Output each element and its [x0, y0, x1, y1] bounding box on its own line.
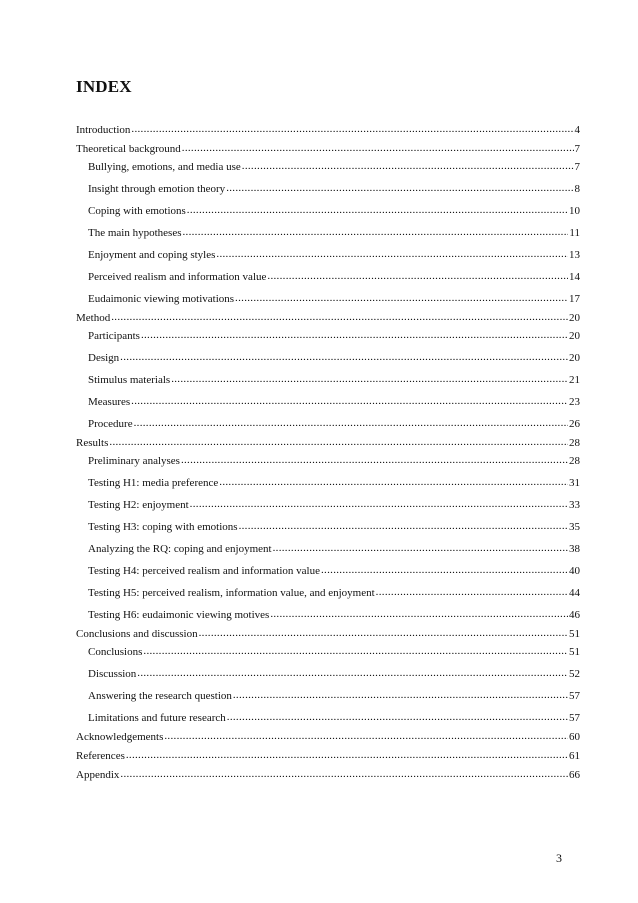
- toc-leader-dots: [273, 542, 568, 555]
- toc-entry-conclusions[interactable]: [76, 646, 580, 659]
- toc-entry-label: Insight through emotion theory: [88, 183, 226, 195]
- toc-entry-measures[interactable]: [76, 396, 580, 409]
- toc-leader-dots: [227, 711, 568, 724]
- toc-entry-page: 7: [574, 161, 580, 173]
- toc-entry-testing-h2[interactable]: [76, 499, 580, 512]
- toc-leader-dots: [131, 123, 573, 136]
- toc-entry-page: 11: [569, 227, 580, 239]
- toc-entry-page: 35: [569, 521, 580, 533]
- toc-entry-participants[interactable]: [76, 330, 580, 343]
- toc-entry-label: The main hypotheses: [88, 227, 182, 239]
- toc-entry-label: Coping with emotions: [88, 205, 186, 217]
- table-of-contents: [76, 124, 580, 782]
- toc-entry-label: Perceived realism and information value: [88, 271, 267, 283]
- toc-leader-dots: [182, 142, 574, 155]
- toc-entry-discussion[interactable]: [76, 668, 580, 681]
- toc-entry-label: Bullying, emotions, and media use: [88, 161, 241, 173]
- toc-entry-page: 38: [569, 543, 580, 555]
- toc-entry-label: References: [76, 750, 125, 762]
- toc-leader-dots: [126, 749, 568, 762]
- toc-entry-analyzing-rq[interactable]: [76, 543, 580, 556]
- toc-entry-page: 31: [569, 477, 580, 489]
- toc-leader-dots: [111, 311, 568, 324]
- toc-leader-dots: [321, 564, 568, 577]
- toc-entry-testing-h5[interactable]: [76, 587, 580, 600]
- toc-leader-dots: [242, 160, 574, 173]
- toc-entry-label: Method: [76, 312, 111, 324]
- toc-entry-label: Testing H4: perceived realism and information value: [88, 565, 320, 577]
- toc-entry-page: 60: [569, 731, 580, 743]
- toc-entry-conclusions-discussion[interactable]: [76, 628, 580, 641]
- toc-entry-label: Discussion: [88, 668, 137, 680]
- toc-entry-testing-h6[interactable]: [76, 609, 580, 622]
- toc-entry-label: Conclusions: [88, 646, 143, 658]
- toc-leader-dots: [239, 520, 568, 533]
- toc-entry-page: 46: [569, 609, 580, 621]
- page-number: 3: [556, 851, 562, 865]
- toc-entry-page: 66: [569, 769, 580, 781]
- toc-entry-main-hypotheses[interactable]: [76, 227, 580, 240]
- toc-entry-label: Limitations and future research: [88, 712, 226, 724]
- toc-entry-page: 57: [569, 712, 580, 724]
- toc-entry-preliminary-analyses[interactable]: [76, 455, 580, 468]
- toc-entry-label: Testing H2: enjoyment: [88, 499, 189, 511]
- toc-entry-label: Analyzing the RQ: coping and enjoyment: [88, 543, 272, 555]
- toc-entry-page: 52: [569, 668, 580, 680]
- toc-entry-appendix[interactable]: [76, 769, 580, 782]
- toc-entry-page: 51: [569, 646, 580, 658]
- toc-leader-dots: [134, 417, 568, 430]
- toc-entry-label: Results: [76, 437, 109, 449]
- toc-entry-results[interactable]: [76, 437, 580, 450]
- toc-entry-eudaimonic-viewing[interactable]: [76, 293, 580, 306]
- toc-entry-label: Conclusions and discussion: [76, 628, 198, 640]
- toc-entry-label: Procedure: [88, 418, 133, 430]
- toc-leader-dots: [199, 627, 568, 640]
- toc-entry-testing-h1[interactable]: [76, 477, 580, 490]
- toc-entry-page: 23: [569, 396, 580, 408]
- toc-entry-page: 33: [569, 499, 580, 511]
- toc-leader-dots: [182, 226, 568, 239]
- toc-entry-page: 40: [569, 565, 580, 577]
- toc-entry-page: 28: [569, 455, 580, 467]
- toc-entry-label: Measures: [88, 396, 131, 408]
- toc-entry-insight-emotion-theory[interactable]: [76, 183, 580, 196]
- toc-entry-page: 20: [569, 330, 580, 342]
- toc-entry-label: Acknowledgements: [76, 731, 164, 743]
- toc-leader-dots: [137, 667, 568, 680]
- toc-leader-dots: [131, 395, 568, 408]
- toc-leader-dots: [171, 373, 568, 386]
- toc-entry-testing-h3[interactable]: [76, 521, 580, 534]
- toc-entry-label: Appendix: [76, 769, 120, 781]
- toc-entry-page: 17: [569, 293, 580, 305]
- toc-entry-design[interactable]: [76, 352, 580, 365]
- toc-entry-label: Design: [88, 352, 120, 364]
- toc-leader-dots: [187, 204, 568, 217]
- toc-leader-dots: [233, 689, 568, 702]
- toc-entry-label: Enjoyment and coping styles: [88, 249, 216, 261]
- toc-entry-page: 28: [569, 437, 580, 449]
- toc-entry-perceived-realism[interactable]: [76, 271, 580, 284]
- toc-entry-method[interactable]: [76, 312, 580, 325]
- toc-entry-page: 14: [569, 271, 580, 283]
- toc-entry-page: 4: [574, 124, 580, 136]
- toc-entry-label: Testing H5: perceived realism, information value, and enjoyment: [88, 587, 375, 599]
- toc-leader-dots: [190, 498, 568, 511]
- toc-leader-dots: [120, 768, 568, 781]
- toc-leader-dots: [376, 586, 568, 599]
- toc-entry-page: 7: [574, 143, 580, 155]
- toc-entry-label: Theoretical background: [76, 143, 181, 155]
- toc-entry-theoretical-background[interactable]: [76, 143, 580, 156]
- toc-entry-page: 61: [569, 750, 580, 762]
- toc-entry-page: 10: [569, 205, 580, 217]
- toc-leader-dots: [226, 182, 573, 195]
- toc-entry-references[interactable]: [76, 750, 580, 763]
- toc-entry-page: 13: [569, 249, 580, 261]
- toc-entry-label: Eudaimonic viewing motivations: [88, 293, 235, 305]
- toc-entry-limitations[interactable]: [76, 712, 580, 725]
- toc-entry-procedure[interactable]: [76, 418, 580, 431]
- toc-entry-label: Testing H1: media preference: [88, 477, 219, 489]
- toc-entry-page: 8: [574, 183, 580, 195]
- toc-entry-bullying-emotions-media-use[interactable]: [76, 161, 580, 174]
- toc-leader-dots: [181, 454, 568, 467]
- page-title: INDEX: [76, 77, 132, 96]
- toc-entry-acknowledgements[interactable]: [76, 731, 580, 744]
- toc-leader-dots: [141, 329, 568, 342]
- toc-entry-page: 20: [569, 312, 580, 324]
- toc-entry-coping-with-emotions[interactable]: [76, 205, 580, 218]
- toc-leader-dots: [267, 270, 568, 283]
- toc-entry-answering-rq[interactable]: [76, 690, 580, 703]
- toc-entry-stimulus-materials[interactable]: [76, 374, 580, 387]
- toc-entry-page: 20: [569, 352, 580, 364]
- toc-entry-label: Answering the research question: [88, 690, 232, 702]
- toc-entry-page: 26: [569, 418, 580, 430]
- toc-leader-dots: [143, 645, 568, 658]
- toc-leader-dots: [235, 292, 568, 305]
- toc-entry-page: 21: [569, 374, 580, 386]
- toc-entry-introduction[interactable]: [76, 124, 580, 137]
- toc-entry-label: Participants: [88, 330, 140, 342]
- toc-leader-dots: [109, 436, 568, 449]
- toc-entry-label: Testing H3: coping with emotions: [88, 521, 238, 533]
- toc-entry-page: 44: [569, 587, 580, 599]
- toc-entry-testing-h4[interactable]: [76, 565, 580, 578]
- toc-entry-label: Testing H6: eudaimonic viewing motives: [88, 609, 270, 621]
- toc-entry-label: Stimulus materials: [88, 374, 171, 386]
- toc-leader-dots: [219, 476, 568, 489]
- toc-entry-label: Preliminary analyses: [88, 455, 180, 467]
- toc-leader-dots: [164, 730, 568, 743]
- toc-leader-dots: [120, 351, 568, 364]
- toc-leader-dots: [216, 248, 568, 261]
- toc-entry-enjoyment-coping-styles[interactable]: [76, 249, 580, 262]
- toc-entry-page: 57: [569, 690, 580, 702]
- toc-leader-dots: [270, 608, 568, 621]
- toc-entry-label: Introduction: [76, 124, 131, 136]
- toc-entry-page: 51: [569, 628, 580, 640]
